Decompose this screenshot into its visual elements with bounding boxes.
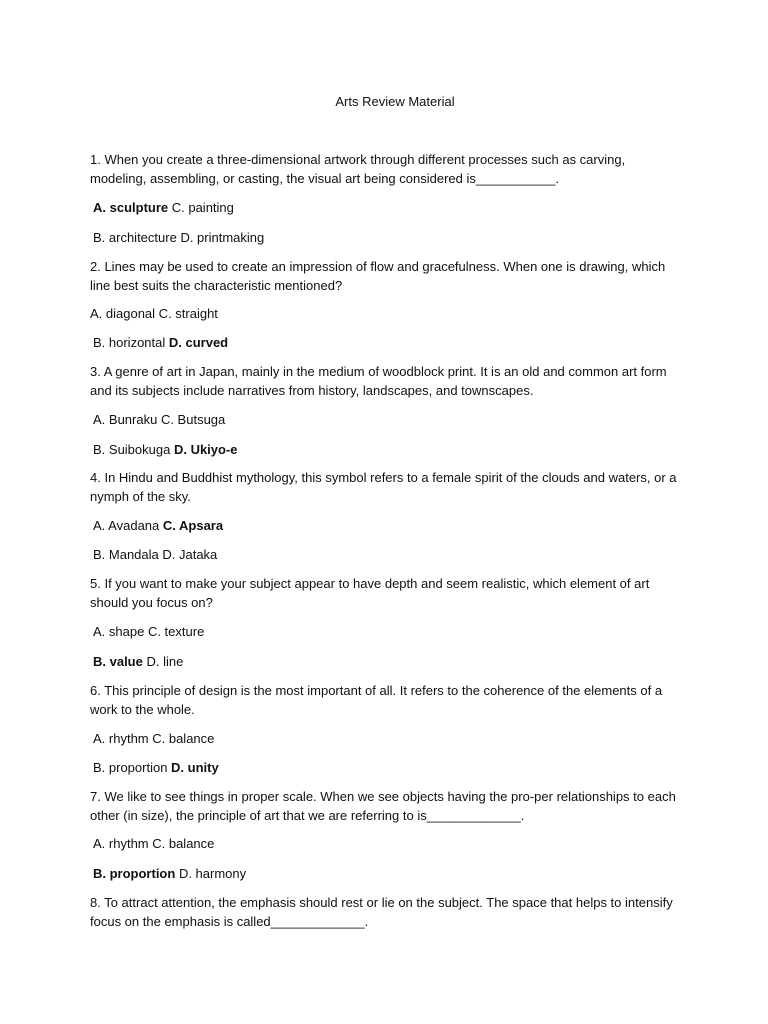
question-6-options-row-1 (93, 730, 214, 748)
option-c-straight: C. straight (155, 306, 218, 321)
question-6-text: 6. This principle of design is the most important of all. It refers to the coherence of the elements of a work to the whole. (90, 683, 663, 717)
question-2-options-row-1 (90, 305, 218, 323)
question-2-text: 2. Lines may be used to create an impression of flow and gracefulness. When one is drawing, which line best suits the characteristic mentioned? (90, 259, 666, 293)
question-1-options-row-1 (93, 199, 234, 217)
option-a-rhythm: A. rhythm (93, 731, 149, 746)
option-a-bunraku: A. Bunraku (93, 412, 158, 427)
question-3-options-row-2 (93, 441, 238, 459)
question-1-options-row-2 (93, 229, 264, 247)
option-b-mandala: B. Mandala (93, 547, 159, 562)
question-4-options-row-2 (93, 546, 217, 564)
option-a-shape: A. shape (93, 624, 145, 639)
question-5-text: 5. If you want to make your subject appear to have depth and seem realistic, which element of art should you focus on? (90, 576, 650, 610)
question-4-options-row-1 (93, 517, 223, 535)
question-5-options-row-2 (93, 653, 183, 671)
option-c-balance: C. balance (148, 731, 215, 746)
option-c-balance: C. balance (148, 836, 215, 851)
answer-ukiyo-e: D. Ukiyo-e (173, 442, 238, 457)
option-c-butsuga: C. Butsuga (157, 412, 226, 427)
question-3-text: 3. A genre of art in Japan, mainly in the medium of woodblock print. It is an old and common art form and its subjects include narratives from history, landscapes, and townscapes. (90, 364, 667, 398)
answer-sculpture: A. sculpture (93, 200, 169, 215)
option-d-jataka: D. Jataka (158, 547, 218, 562)
answer-value: B. value (93, 654, 143, 669)
question-6-options-row-2 (93, 759, 219, 777)
question-7-options-row-2 (93, 865, 246, 883)
answer-proportion: B. proportion (93, 866, 176, 881)
question-3-options-row-1 (93, 411, 225, 429)
question-4-text: 4. In Hindu and Buddhist mythology, this symbol refers to a female spirit of the clouds and waters, or a nymph of the sky. (90, 470, 677, 504)
option-a-rhythm: A. rhythm (93, 836, 149, 851)
question-7-text: 7. We like to see things in proper scale. When we see objects having the pro-per relationships to each other (in size), the principle of art that we are referring to is_____________. (90, 789, 676, 823)
question-7-options-row-1 (93, 835, 214, 853)
option-d-line: D. line (142, 654, 184, 669)
option-a-diagonal: A. diagonal (90, 306, 156, 321)
option-b-suibokuga: B. Suibokuga (93, 442, 174, 457)
question-8-text: 8. To attract attention, the emphasis should rest or lie on the subject. The space that helps to intensify focus on the emphasis is called_____________. (90, 895, 673, 929)
option-c-texture: C. texture (144, 624, 205, 639)
question-2-options-row-2 (93, 334, 228, 352)
question-5-options-row-1 (93, 623, 204, 641)
option-b-horizontal: B. horizontal (93, 335, 169, 350)
document-title: Arts Review Material (335, 94, 455, 109)
answer-unity: D. unity (171, 760, 219, 775)
option-d-printmaking: D. printmaking (176, 230, 265, 245)
option-d-harmony: D. harmony (175, 866, 247, 881)
option-c-painting: C. painting (168, 200, 234, 215)
answer-apsara: C. Apsara (162, 518, 224, 533)
question-1-text: 1. When you create a three-dimensional artwork through different processes such as carving, modeling, assembling, or casting, the visual art being considered is___________. (90, 152, 626, 186)
option-b-architecture: B. architecture (93, 230, 177, 245)
option-a-avadana: A. Avadana (93, 518, 163, 533)
answer-curved: D. curved (168, 335, 229, 350)
option-b-proportion: B. proportion (93, 760, 172, 775)
